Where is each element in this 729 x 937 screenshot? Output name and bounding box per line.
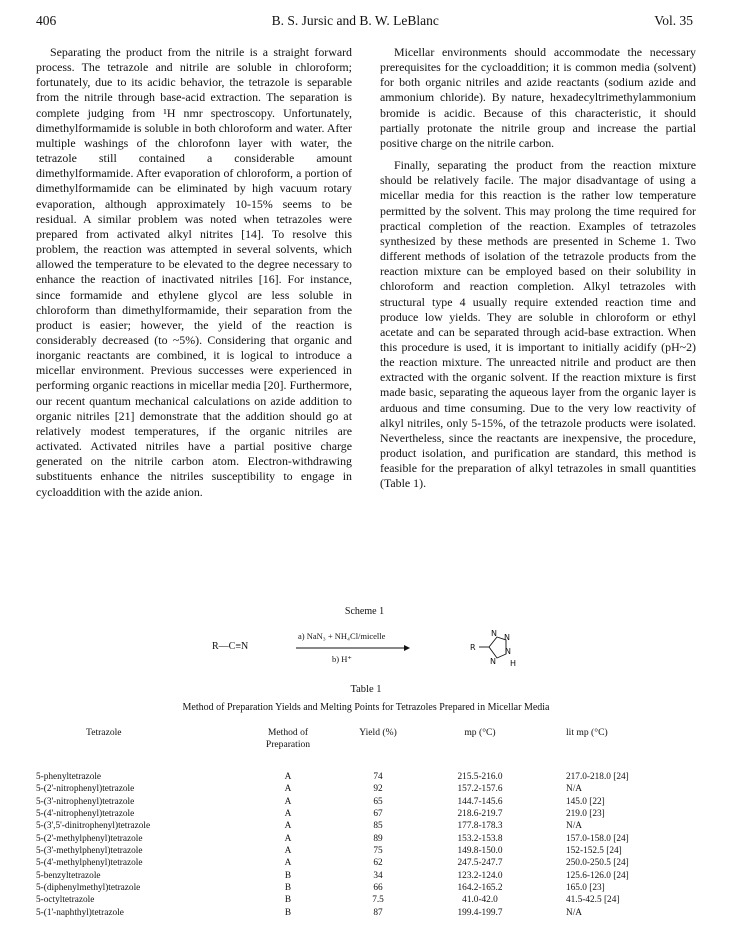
cell-method: B [284, 907, 292, 918]
cell-mp: 177.8-178.3 [457, 821, 503, 832]
cell-yield: 85 [373, 821, 383, 832]
table-title: Table 1 [350, 684, 382, 695]
cell-lit-mp: 219.0 [23] [566, 809, 605, 820]
cell-lit-mp: 165.0 [23] [566, 883, 605, 894]
running-title: B. S. Jursic and B. W. LeBlanc [271, 13, 439, 28]
cell-lit-mp: N/A [566, 784, 583, 795]
left-column [36, 45, 352, 500]
cell-mp: 123.2-124.0 [457, 870, 503, 881]
table-body [36, 771, 696, 919]
table-row [36, 882, 696, 894]
cell-yield: 92 [373, 784, 383, 795]
table-header-row [36, 727, 696, 751]
table-row [36, 894, 696, 906]
cell-yield: 89 [373, 833, 383, 844]
cell-mp: 41.0-42.0 [462, 895, 498, 906]
paragraph: Micellar environments should accommodate the necessary prerequisites for the cycloaddition; it is common media (solvent) for both organic nitriles and azide reactants (sodium azide and ammonium chloride). By nature, hexadecyltrimethylammonium bromide is acidic. Because of this characteristic, it should partially protonate the nitrile group and increase the partial positive charge on the nitrile carbon. [380, 45, 696, 150]
cell-tetrazole: 5-benzyltetrazole [36, 870, 101, 881]
cell-yield: 66 [373, 883, 383, 894]
paragraph: Finally, separating the product from the reaction mixture should be relatively facile. The major disadvantage of using a micellar media for this reaction is the rather low temperature permitted by the solvent. This may prolong the time required for practical completion of the reaction. Examples of tetrazoles synthesized by these methods are presented in Scheme 1. Two different methods of isolation of the tetrazole products from the reaction mixture can be employed based on their solubility in chloroform and reaction completion. Alkyl tetrazoles with structural type 4 usually require extended reaction time and produce low yields. They are soluble in chloroform or ethyl acetate and can be separated through acid-base extraction. When this procedure is used, it is important to initially acidify (pH~2) the reaction mixture. The unreacted nitrile and product are then extracted with the organic solvent. If the reaction mixture is first made basic, separating the aqueous layer from the organic layer is arduous and time consuming. Due to the very low reactivity of alkyl nitriles, only 5-15%, of the tetrazole products were isolated. Nevertheless, since the reactants are inexpensive, the procedure, product isolation, and purification are standard, this method is feasible for the preparation of alkyl tetrazoles in small quantities (Table 1). [380, 158, 696, 491]
cell-lit-mp: N/A [566, 821, 583, 832]
table-row [36, 907, 696, 919]
tetrazole-ring [470, 629, 516, 668]
cell-yield: 75 [373, 846, 383, 857]
right-column [380, 45, 696, 500]
cell-tetrazole: 5-phenyltetrazole [36, 772, 102, 782]
scheme-title: Scheme 1 [344, 606, 385, 617]
cell-mp: 199.4-199.7 [457, 907, 503, 918]
product-n3-label: N [505, 647, 511, 656]
cell-yield: 65 [373, 796, 383, 807]
cell-method: B [284, 883, 292, 894]
table-row [36, 857, 696, 869]
cell-method: A [284, 821, 292, 832]
cell-lit-mp: 145.0 [22] [566, 796, 605, 807]
cell-tetrazole: 5-(1'-naphthyl)tetrazole [36, 907, 124, 918]
cell-lit-mp: 41.5-42.5 [24] [566, 895, 620, 906]
table-row [36, 796, 696, 808]
table-row [36, 870, 696, 882]
cell-yield: 74 [373, 772, 383, 782]
reaction-condition-a: a) NaN₃ + NH₄Cl/micelle [298, 631, 386, 641]
table-caption: Method of Preparation Yields and Melting Points for Tetrazoles Prepared in Micellar Media [182, 702, 550, 713]
reaction-scheme-graphic [0, 620, 729, 678]
cell-tetrazole: 5-octyltetrazole [36, 895, 95, 906]
cell-yield: 87 [373, 907, 383, 918]
cell-lit-mp: 217.0-218.0 [24] [566, 772, 629, 782]
data-table [36, 684, 696, 919]
cell-lit-mp: N/A [566, 907, 583, 918]
cell-method: A [284, 809, 292, 820]
table-row [36, 820, 696, 832]
cell-yield: 62 [373, 858, 383, 869]
page-number: 406 [36, 13, 57, 28]
cell-mp: 164.2-165.2 [457, 883, 503, 894]
cell-method: B [284, 870, 292, 881]
product-h-label: H [510, 659, 517, 668]
cell-mp: 144.7-145.6 [457, 796, 503, 807]
reactant-formula: R—C≡N [212, 641, 249, 652]
cell-mp: 218.6-219.7 [457, 809, 503, 820]
column-header: lit mp (°C) [566, 727, 608, 738]
cell-method: A [284, 858, 292, 869]
product-r-label: R [470, 643, 476, 652]
cell-tetrazole: 5-(4'-methylphenyl)tetrazole [36, 858, 143, 869]
volume-label: Vol. 35 [654, 13, 693, 28]
body-columns [36, 45, 696, 500]
cell-tetrazole: 5-(3',5'-dinitrophenyl)tetrazole [36, 821, 151, 832]
cell-mp: 153.2-153.8 [457, 833, 503, 844]
cell-method: A [284, 784, 292, 795]
cell-mp: 149.8-150.0 [457, 846, 503, 857]
cell-method: A [284, 772, 292, 782]
column-header: Tetrazole [86, 727, 122, 738]
product-n1-label: N [491, 629, 497, 638]
cell-tetrazole: 5-(2'-methylphenyl)tetrazole [36, 833, 143, 844]
cell-lit-mp: 250.0-250.5 [24] [566, 858, 629, 869]
column-header: Method of Preparation [265, 727, 311, 750]
cell-tetrazole: 5-(diphenylmethyl)tetrazole [36, 883, 141, 894]
cell-method: B [284, 895, 292, 906]
column-header: Yield (%) [359, 727, 397, 738]
cell-method: A [284, 846, 292, 857]
table-row [36, 808, 696, 820]
cell-mp: 215.5-216.0 [457, 772, 503, 782]
cell-mp: 247.5-247.7 [457, 858, 503, 869]
table-row [36, 771, 696, 783]
cell-method: A [284, 833, 292, 844]
cell-tetrazole: 5-(4'-nitrophenyl)tetrazole [36, 809, 135, 820]
product-n2-label: N [504, 633, 510, 642]
reaction-condition-b: b) H⁺ [332, 654, 352, 664]
product-n4-label: N [490, 657, 496, 666]
table-row [36, 845, 696, 857]
cell-yield: 34 [373, 870, 383, 881]
cell-tetrazole: 5-(3'-methylphenyl)tetrazole [36, 846, 143, 857]
cell-yield: 7.5 [372, 895, 384, 906]
reaction-arrow [296, 645, 410, 651]
cell-yield: 67 [373, 809, 383, 820]
table-row [36, 833, 696, 845]
paragraph: Separating the product from the nitrile is a straight forward process. The tetrazole and nitrile are soluble in chloroform; fortunately, due to its acidic behavior, the tetrazole is separable from the nitrile through base-acid extraction. The separation is complete judging from ¹H nmr spectroscopy. Unfortunately, dimethylformamide is soluble in both chloroform and water. After multiple washings of the chlorofonn layer with water, the tetrazole still contained a considerable amount dimethylformamide. After evaporation of chloroform, a portion of dimethylformamide can be eliminated by high vacuum rotary evaporation, although approximately 10-15% seems to be residual. A similar problem was noted when tetrazoles were prepared from activated alkyl nitrites [14]. To resolve this problem, the reaction was attempted in several solvents, which allowed the temperature to be elevated to the degree necessary to enhance the reaction of inactivated nitriles [16]. For instance, since formamide and ethylene glycol are less soluble in chloroform than dimethylformamide, their separation from the product is easier; however, the yield of the reaction is considerably decreased (to ~5%). Considering that organic and inorganic reactants are combined, it is logical to introduce a micellar environment. Previous successes were experienced in performing organic reactions in micellar media [20]. Furthermore, our recent quantum mechanical calculations on azide addition to organic nitriles [21] demonstrate that the addition should go at relatively modest temperatures, if the organic nitriles are activated. Activated nitriles have a partial positive charge generated on the nitrile carbon atom. Electron-withdrawing substituents enhance the nitriles susceptibility to engage in cycloaddition with the azide anion. [36, 45, 352, 499]
table-row [36, 783, 696, 795]
cell-mp: 157.2-157.6 [457, 784, 503, 795]
cell-method: A [284, 796, 292, 807]
page-header [36, 13, 693, 33]
cell-tetrazole: 5-(2'-nitrophenyl)tetrazole [36, 784, 135, 795]
cell-lit-mp: 157.0-158.0 [24] [566, 833, 629, 844]
cell-lit-mp: 125.6-126.0 [24] [566, 870, 629, 881]
cell-tetrazole: 5-(3'-nitrophenyl)tetrazole [36, 796, 135, 807]
column-header: mp (°C) [464, 727, 496, 738]
cell-lit-mp: 152-152.5 [24] [566, 846, 622, 857]
